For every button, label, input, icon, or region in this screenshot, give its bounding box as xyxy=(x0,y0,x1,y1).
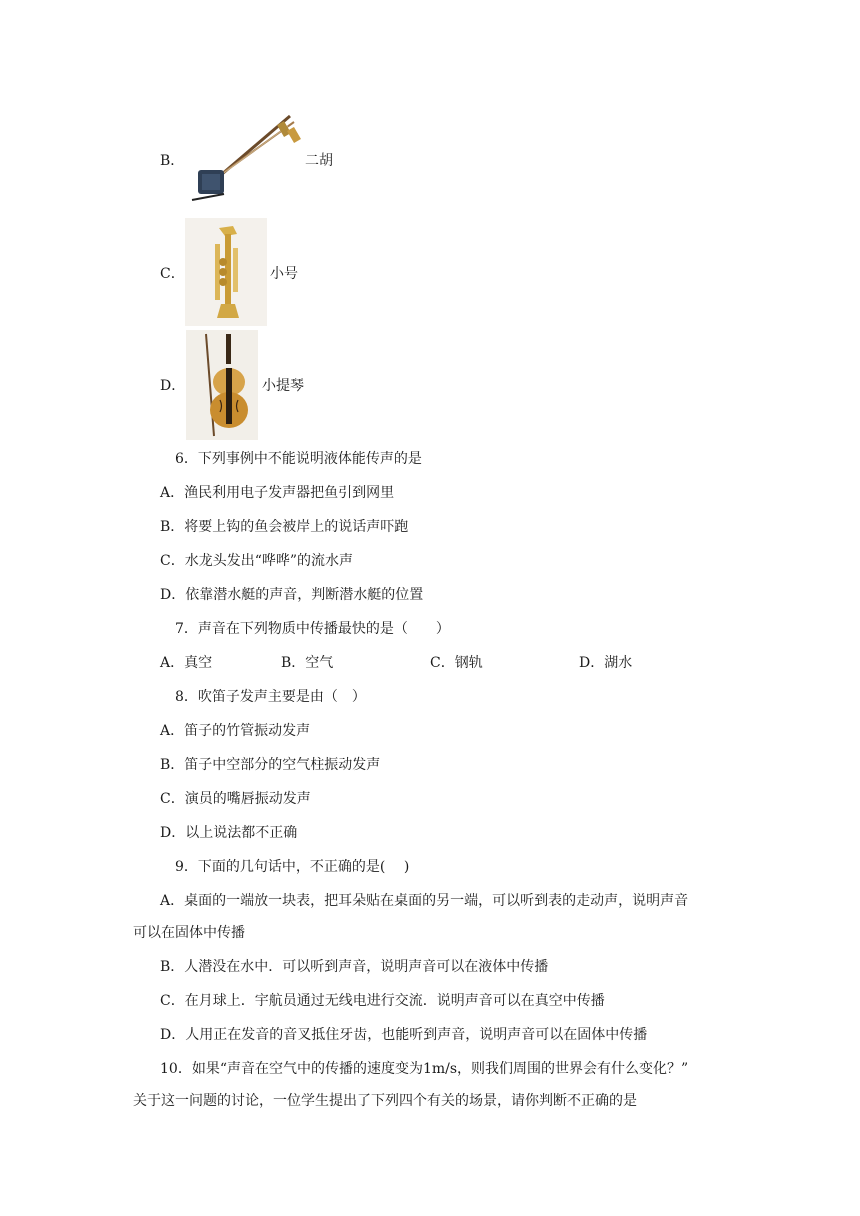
question-10-line2: 关于这一问题的讨论，一位学生提出了下列四个有关的场景，请你判断不正确的是 xyxy=(133,1093,637,1109)
erhu-image xyxy=(184,108,306,208)
q7-option-d: D．湖水 xyxy=(579,655,633,671)
violin-image xyxy=(186,330,258,440)
q6-option-a: A．渔民利用电子发声器把鱼引到网里 xyxy=(160,485,395,501)
q7-option-a: A．真空 xyxy=(160,655,213,671)
q5-option-b-label: B． xyxy=(160,153,185,169)
q7-option-c: C．钢轨 xyxy=(430,655,483,671)
q9-option-a-line1: A．桌面的一端放一块表，把耳朵贴在桌面的另一端，可以听到表的走动声，说明声音 xyxy=(160,893,689,909)
question-10-line1: 10．如果“声音在空气中的传播的速度变为1m/s，则我们周围的世界会有什么变化？” xyxy=(160,1061,689,1077)
question-9-stem: 9．下面的几句话中，不正确的是( ) xyxy=(175,859,410,875)
q9-option-a-line2: 可以在固体中传播 xyxy=(133,925,245,941)
q7-option-b: B．空气 xyxy=(281,655,334,671)
q6-option-d: D．依靠潜水艇的声音，判断潜水艇的位置 xyxy=(160,587,424,603)
q6-option-b: B．将要上钩的鱼会被岸上的说话声吓跑 xyxy=(160,519,409,535)
q5-option-c-label: C． xyxy=(160,266,185,282)
question-6-stem: 6．下列事例中不能说明液体能传声的是 xyxy=(175,451,422,467)
q5-option-c-name: 小号 xyxy=(270,266,298,282)
q9-option-d: D．人用正在发音的音叉抵住牙齿，也能听到声音，说明声音可以在固体中传播 xyxy=(160,1027,648,1043)
q9-option-b: B．人潜没在水中．可以听到声音，说明声音可以在液体中传播 xyxy=(160,959,549,975)
q8-option-b: B．笛子中空部分的空气柱振动发声 xyxy=(160,757,381,773)
q8-option-d: D．以上说法都不正确 xyxy=(160,825,298,841)
trumpet-image xyxy=(185,218,267,326)
q8-option-c: C．演员的嘴唇振动发声 xyxy=(160,791,311,807)
q6-option-c: C．水龙头发出“哗哗”的流水声 xyxy=(160,553,354,569)
q9-option-c: C．在月球上．宇航员通过无线电进行交流．说明声音可以在真空中传播 xyxy=(160,993,605,1009)
q5-option-d-name: 小提琴 xyxy=(262,378,304,394)
q5-option-d-label: D． xyxy=(160,378,186,394)
question-7-stem: 7．声音在下列物质中传播最快的是（ ） xyxy=(175,621,450,637)
q8-option-a: A．笛子的竹管振动发声 xyxy=(160,723,311,739)
q5-option-b-name: 二胡 xyxy=(305,153,333,169)
question-8-stem: 8．吹笛子发声主要是由（ ） xyxy=(175,689,366,705)
